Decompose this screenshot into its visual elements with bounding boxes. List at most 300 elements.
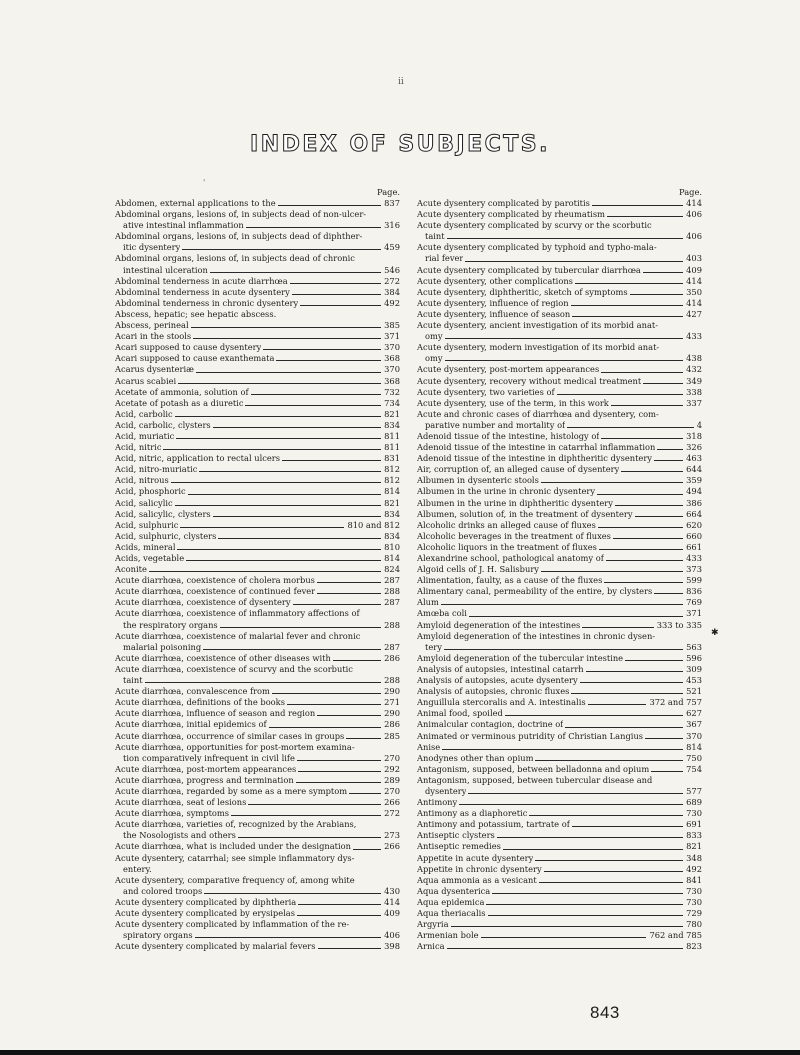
entry-text: Acetate of potash as a diuretic — [115, 397, 244, 408]
index-entry — [115, 697, 400, 708]
entry-page: 620 — [686, 519, 702, 530]
entry-page: 384 — [384, 286, 400, 297]
leader-line — [447, 238, 684, 239]
entry-text: Acid, salicylic, clysters — [115, 508, 211, 519]
entry-page: 270 — [384, 785, 400, 796]
entry-page: 326 — [686, 442, 702, 453]
leader-line — [606, 560, 683, 561]
entry-text: Acids, mineral — [115, 541, 176, 552]
leader-line — [278, 205, 382, 206]
index-entry — [115, 531, 400, 542]
leader-line — [333, 660, 381, 661]
index-entry — [115, 819, 400, 841]
leader-line — [220, 627, 381, 628]
leader-line — [488, 915, 684, 916]
entry-page: 644 — [686, 464, 702, 475]
entry-page: 837 — [384, 198, 400, 208]
index-entry — [417, 753, 702, 764]
entry-text: Appetite in acute dysentery — [417, 852, 534, 863]
index-entry — [417, 498, 702, 509]
index-entry — [417, 442, 702, 453]
entry-text: Acute dysentery complicated by erysipelas — [115, 908, 296, 918]
entry-page: 290 — [384, 686, 400, 697]
entry-text: Animalcular contagion, doctrine of — [417, 719, 564, 730]
entry-text: Albumen in dysenteric stools — [417, 475, 539, 486]
leader-line — [557, 394, 684, 395]
entry-text: Anodynes other than opium — [417, 752, 534, 763]
index-entry — [417, 309, 702, 320]
entry-page: 754 — [686, 763, 702, 774]
entry-page: 664 — [686, 508, 702, 519]
entry-text: Antimony — [417, 797, 458, 808]
leader-line — [188, 494, 381, 495]
entry-page: 359 — [686, 475, 702, 486]
entry-page: 433 — [686, 553, 702, 563]
index-entry — [115, 309, 400, 320]
index-entry — [417, 276, 702, 287]
entry-page: 762 and 785 — [649, 930, 702, 941]
leader-line — [599, 549, 683, 550]
entry-page: 821 — [384, 497, 400, 508]
leader-line — [353, 849, 381, 850]
leader-line — [297, 915, 381, 916]
leader-line — [651, 771, 683, 772]
entry-page: 734 — [384, 397, 400, 408]
leader-line — [293, 604, 382, 605]
entry-page: 372 and 757 — [649, 697, 702, 708]
entry-text: Acute dysentery complicated by diphtheria — [115, 896, 297, 907]
index-entry — [115, 775, 400, 786]
entry-text: Alimentary canal, permeability of the entire, by clysters — [417, 586, 653, 597]
entry-page: 285 — [384, 730, 400, 741]
entry-page: 409 — [384, 908, 400, 918]
entry-text: Abscess, hepatic; see hepatic abscess. — [115, 308, 277, 319]
index-entry — [417, 886, 702, 897]
entry-text: Animated or verminous putridity of Christian Langius — [417, 730, 644, 741]
entry-text: Acute diarrhœa, coexistence of inflammatory affections of — [115, 608, 360, 619]
leader-line — [505, 715, 683, 716]
entry-text: the Nosologists and others — [123, 830, 236, 841]
entry-page: 730 — [686, 885, 702, 896]
entry-page: 287 — [384, 597, 400, 608]
index-entry — [417, 564, 702, 575]
entry-text: dysentery — [425, 785, 467, 796]
entry-page: 811 — [384, 430, 400, 441]
entry-text: Acute dysentery, diphtheritic, sketch of symptoms — [417, 286, 628, 297]
leader-line — [300, 305, 381, 306]
entry-text: Acute diarrhœa, what is included under the designation — [115, 841, 351, 852]
index-entry — [115, 597, 400, 608]
index-entry — [417, 853, 702, 864]
entry-text: Acid, nitric — [115, 442, 162, 453]
leader-line — [643, 383, 683, 384]
entry-page: 316 — [384, 220, 400, 231]
index-entry — [115, 287, 400, 298]
leader-line — [193, 338, 381, 339]
index-entry — [115, 276, 400, 287]
index-entry — [417, 797, 702, 808]
entry-page: 338 — [686, 386, 702, 397]
index-entry — [417, 553, 702, 564]
index-entry — [417, 242, 702, 264]
entry-text: Acute diarrhœa, convalescence from — [115, 686, 270, 697]
entry-text: Acute diarrhœa, occurrence of similar cases in groups — [115, 730, 345, 741]
leader-line — [445, 338, 684, 339]
index-entry — [115, 664, 400, 686]
index-entry — [417, 586, 702, 597]
leader-line — [469, 616, 683, 617]
leader-line — [196, 372, 381, 373]
entry-text: Abscess, perineal — [115, 320, 189, 331]
leader-line — [572, 826, 683, 827]
leader-line — [607, 216, 683, 217]
entry-text: Anguillula stercoralis and A. intestinalis — [417, 697, 586, 708]
entry-text: Acute dysentery complicated by rheumatism — [417, 209, 605, 220]
entry-page: 371 — [384, 331, 400, 342]
entry-text: Acute diarrhœa, varieties of, recognized by the Arabians, — [115, 819, 357, 830]
entry-text: Abdominal tenderness in acute dysentery — [115, 286, 290, 297]
leader-line — [290, 283, 381, 284]
index-entry — [115, 353, 400, 364]
entry-text: Alexandrine school, pathological anatomy of — [417, 553, 604, 563]
index-entry — [417, 719, 702, 730]
entry-text: Antagonism, supposed, between belladonna and opium — [417, 763, 650, 774]
entry-text: Amyloid degeneration of the tubercular intestine — [417, 652, 624, 663]
leader-line — [635, 516, 684, 517]
index-entry — [417, 209, 702, 220]
entry-text: itic dysentery — [123, 242, 181, 253]
entry-page: 350 — [686, 286, 702, 297]
index-entry — [417, 819, 702, 830]
entry-text: Acute diarrhœa, regarded by some as a mere symptom — [115, 785, 348, 796]
entry-page: 406 — [686, 209, 702, 220]
index-entry — [417, 764, 702, 775]
entry-text: Abdominal tenderness in acute diarrhœa — [115, 275, 288, 286]
entry-text: Abdominal organs, lesions of, in subjects dead of diphther- — [115, 231, 363, 242]
entry-page: 4 — [696, 419, 702, 430]
leader-line — [630, 294, 684, 295]
entry-text: Acute diarrhœa, seat of lesions — [115, 797, 247, 808]
entry-text: Amœba coli — [417, 608, 467, 619]
entry-page: 729 — [686, 908, 702, 918]
entry-page: 661 — [686, 541, 702, 552]
entry-page: 367 — [686, 719, 702, 730]
leader-line — [621, 471, 683, 472]
entry-page: 266 — [384, 841, 400, 852]
leader-line — [282, 460, 381, 461]
entry-page: 750 — [686, 752, 702, 763]
entry-page: 689 — [686, 797, 702, 808]
leader-line — [447, 948, 684, 949]
leader-line — [218, 538, 381, 539]
index-entry — [115, 342, 400, 353]
entry-page: 432 — [686, 364, 702, 375]
entry-text: Albumen, solution of, in the treatment of dysentery — [417, 508, 633, 519]
entry-text: intestinal ulceration — [123, 264, 208, 275]
entry-text: Acid, sulphuric, clysters — [115, 530, 217, 541]
leader-line — [535, 860, 683, 861]
entry-page: 398 — [384, 941, 400, 952]
entry-page: 834 — [384, 419, 400, 430]
index-entry — [417, 431, 702, 442]
entry-page: 821 — [384, 408, 400, 419]
entry-text: Arnica — [417, 941, 445, 952]
leader-line — [203, 649, 381, 650]
leader-line — [571, 693, 683, 694]
leader-line — [565, 727, 683, 728]
entry-page: 834 — [384, 508, 400, 519]
leader-line — [529, 815, 683, 816]
index-entry — [417, 265, 702, 276]
entry-text: Acute dysentery, recovery without medical treatment — [417, 375, 642, 386]
leader-line — [615, 505, 683, 506]
entry-text: Armenian bole — [417, 930, 479, 941]
entry-page: 492 — [686, 863, 702, 874]
index-entry — [417, 198, 702, 209]
entry-page: 459 — [384, 242, 400, 253]
index-entry — [417, 475, 702, 486]
entry-page: 409 — [686, 264, 702, 275]
entry-text: Acid, nitric, application to rectal ulcers — [115, 453, 281, 464]
entry-text: Acute dysentery, post-mortem appearances — [417, 364, 600, 375]
entry-text: Aconite — [115, 564, 147, 575]
index-entry — [115, 453, 400, 464]
entry-page: 287 — [384, 641, 400, 652]
entry-text: taint — [425, 231, 445, 242]
leader-line — [210, 272, 381, 273]
entry-text: Air, corruption of, an alleged cause of dysentery — [417, 464, 620, 475]
entry-text: Argyria — [417, 919, 449, 930]
index-entry — [115, 742, 400, 764]
entry-text: Anise — [417, 741, 441, 752]
leader-line — [643, 272, 683, 273]
index-entry — [115, 575, 400, 586]
index-entry — [115, 364, 400, 375]
index-entry — [417, 320, 702, 342]
entry-text: Acid, nitro-muriatic — [115, 464, 198, 475]
leader-line — [178, 383, 381, 384]
entry-page: 272 — [384, 275, 400, 286]
index-entry — [115, 376, 400, 387]
entry-page: 814 — [384, 553, 400, 563]
leader-line — [625, 660, 683, 661]
entry-text: Acarus dysenteriæ — [115, 364, 194, 375]
leader-line — [276, 360, 381, 361]
index-entry — [115, 586, 400, 597]
leader-line — [163, 449, 381, 450]
leader-line — [149, 571, 381, 572]
index-entry — [417, 697, 702, 708]
entry-text: Amyloid degeneration of the intestines — [417, 619, 581, 630]
leader-line — [597, 494, 683, 495]
entry-text: Acute and chronic cases of diarrhœa and dysentery, com- — [417, 408, 659, 419]
entry-text: Acute diarrhœa, coexistence of scurvy and the scorbutic — [115, 663, 353, 674]
entry-text: Acute dysentery, modern investigation of its morbid anat- — [417, 342, 660, 353]
page-column-heading: Page. — [376, 187, 400, 197]
entry-page: 438 — [686, 353, 702, 364]
index-entry — [417, 409, 702, 431]
entry-page: 730 — [686, 808, 702, 819]
leader-line — [604, 582, 683, 583]
index-entry — [115, 608, 400, 630]
leader-line — [588, 704, 647, 705]
index-entry — [115, 486, 400, 497]
leader-line — [180, 527, 344, 528]
index-entry — [417, 841, 702, 852]
page-column-heading: Page. — [678, 187, 702, 197]
entry-page: 318 — [686, 430, 702, 441]
leader-line — [571, 305, 684, 306]
entry-page: 833 — [686, 830, 702, 841]
entry-page: 810 and 812 — [347, 519, 400, 530]
entry-text: Antiseptic clysters — [417, 830, 495, 841]
index-entry — [115, 464, 400, 475]
entry-text: Alcoholic beverages in the treatment of fluxes — [417, 530, 611, 541]
margin-mark: ✱ — [711, 628, 719, 638]
entry-text: Acute dysentery, two varieties of — [417, 386, 555, 397]
index-entry — [115, 420, 400, 431]
entry-text: Acute dysentery complicated by inflammation of the re- — [115, 919, 350, 930]
entry-text: Acute dysentery, catarrhal; see simple inflammatory dys- — [115, 852, 355, 863]
entry-page: 492 — [384, 297, 400, 308]
entry-text: Acute diarrhœa, post-mortem appearances — [115, 763, 297, 774]
entry-text: Acute dysentery, use of the term, in this work — [417, 397, 609, 408]
entry-page: 406 — [384, 930, 400, 941]
leader-line — [459, 804, 683, 805]
leader-line — [145, 682, 382, 683]
entry-page: 732 — [384, 386, 400, 397]
entry-text: Antimony and potassium, tartrate of — [417, 819, 570, 830]
index-entry — [115, 231, 400, 253]
entry-page: 627 — [686, 708, 702, 719]
entry-text: Antiseptic remedies — [417, 841, 501, 852]
entry-text: omy — [425, 331, 443, 342]
index-entry — [417, 631, 702, 653]
index-entry — [417, 675, 702, 686]
entry-page: 814 — [686, 741, 702, 752]
entry-text: Abdominal tenderness in chronic dysentery — [115, 297, 299, 308]
entry-text: Analysis of autopsies, intestinal catarrh — [417, 663, 584, 674]
leader-line — [177, 549, 381, 550]
leader-line — [657, 449, 683, 450]
index-entry — [417, 542, 702, 553]
index-entry — [417, 298, 702, 309]
index-entry — [417, 664, 702, 675]
entry-page: 385 — [384, 320, 400, 331]
entry-page: 660 — [686, 530, 702, 541]
entry-text: Animal food, spoiled — [417, 708, 503, 719]
entry-text: Alimentation, faulty, as a cause of the fluxes — [417, 575, 603, 586]
leader-line — [535, 760, 683, 761]
index-entry — [115, 542, 400, 553]
leader-line — [171, 482, 381, 483]
entry-page: 836 — [686, 586, 702, 597]
index-entry — [115, 520, 400, 531]
leader-line — [317, 582, 381, 583]
leader-line — [445, 360, 684, 361]
entry-page: 769 — [686, 597, 702, 608]
signature-mark: ii — [398, 77, 404, 87]
index-entry — [115, 431, 400, 442]
leader-line — [182, 249, 381, 250]
entry-text: Aqua epidemica — [417, 896, 485, 907]
entry-page: 309 — [686, 663, 702, 674]
leader-line — [572, 316, 683, 317]
entry-text: Adenoid tissue of the intestine in diphtheritic dysentery — [417, 453, 652, 464]
entry-text: Alcoholic liquors in the treatment of fluxes — [417, 541, 597, 552]
index-entry — [417, 686, 702, 697]
entry-page: 386 — [686, 497, 702, 508]
index-entry — [417, 731, 702, 742]
entry-page: 368 — [384, 375, 400, 386]
index-entry — [115, 719, 400, 730]
entry-page: 823 — [686, 941, 702, 952]
index-entry — [115, 553, 400, 564]
leader-line — [592, 205, 683, 206]
leader-line — [296, 782, 381, 783]
entry-text: Acetate of ammonia, solution of — [115, 386, 249, 397]
entry-page: 812 — [384, 464, 400, 475]
index-entry-list — [115, 198, 400, 952]
leader-line — [544, 871, 683, 872]
entry-text: Acute dysentery, ancient investigation of its morbid anat- — [417, 320, 659, 331]
entry-page: 290 — [384, 708, 400, 719]
leader-line — [582, 627, 653, 628]
leader-line — [541, 482, 683, 483]
entry-text: Acid, carbolic, clysters — [115, 419, 211, 430]
index-entry — [417, 919, 702, 930]
bottom-border — [0, 1050, 800, 1055]
leader-line — [575, 283, 683, 284]
index-entry — [115, 919, 400, 941]
index-entry — [115, 398, 400, 409]
entry-text: spiratory organs — [123, 930, 193, 941]
entry-page: 831 — [384, 453, 400, 464]
leader-line — [539, 882, 683, 883]
entry-text: Acid, nitrous — [115, 475, 169, 486]
entry-page: 349 — [686, 375, 702, 386]
entry-text: Acute dysentery, influence of region — [417, 297, 569, 308]
entry-text: Acute dysentery complicated by parotitis — [417, 198, 590, 208]
entry-page: 824 — [384, 564, 400, 575]
leader-line — [263, 349, 381, 350]
entry-text: Acute diarrhœa, initial epidemics of — [115, 719, 267, 730]
leader-line — [654, 593, 683, 594]
leader-line — [195, 937, 382, 938]
leader-line — [317, 593, 381, 594]
entry-text: Acute diarrhœa, progress and termination — [115, 774, 294, 785]
index-entry — [115, 198, 400, 209]
leader-line — [654, 460, 683, 461]
entry-text: Acari supposed to cause dysentery — [115, 342, 262, 353]
index-entry — [115, 209, 400, 231]
leader-line — [349, 793, 381, 794]
index-entry — [115, 808, 400, 819]
entry-page: 811 — [384, 442, 400, 453]
entry-text: Albumen in the urine in chronic dysentery — [417, 486, 596, 497]
index-entry — [417, 575, 702, 586]
entry-text: Alum — [417, 597, 439, 608]
leader-line — [444, 649, 683, 650]
entry-text: Acute dysentery complicated by typhoid and typho-mala- — [417, 242, 657, 253]
entry-text: parative number and mortality of — [425, 419, 566, 430]
entry-page: 841 — [686, 874, 702, 885]
index-entry — [417, 531, 702, 542]
entry-text: Acute diarrhœa, influence of season and region — [115, 708, 316, 719]
entry-page: 596 — [686, 652, 702, 663]
index-entry — [417, 875, 702, 886]
index-entry — [417, 897, 702, 908]
